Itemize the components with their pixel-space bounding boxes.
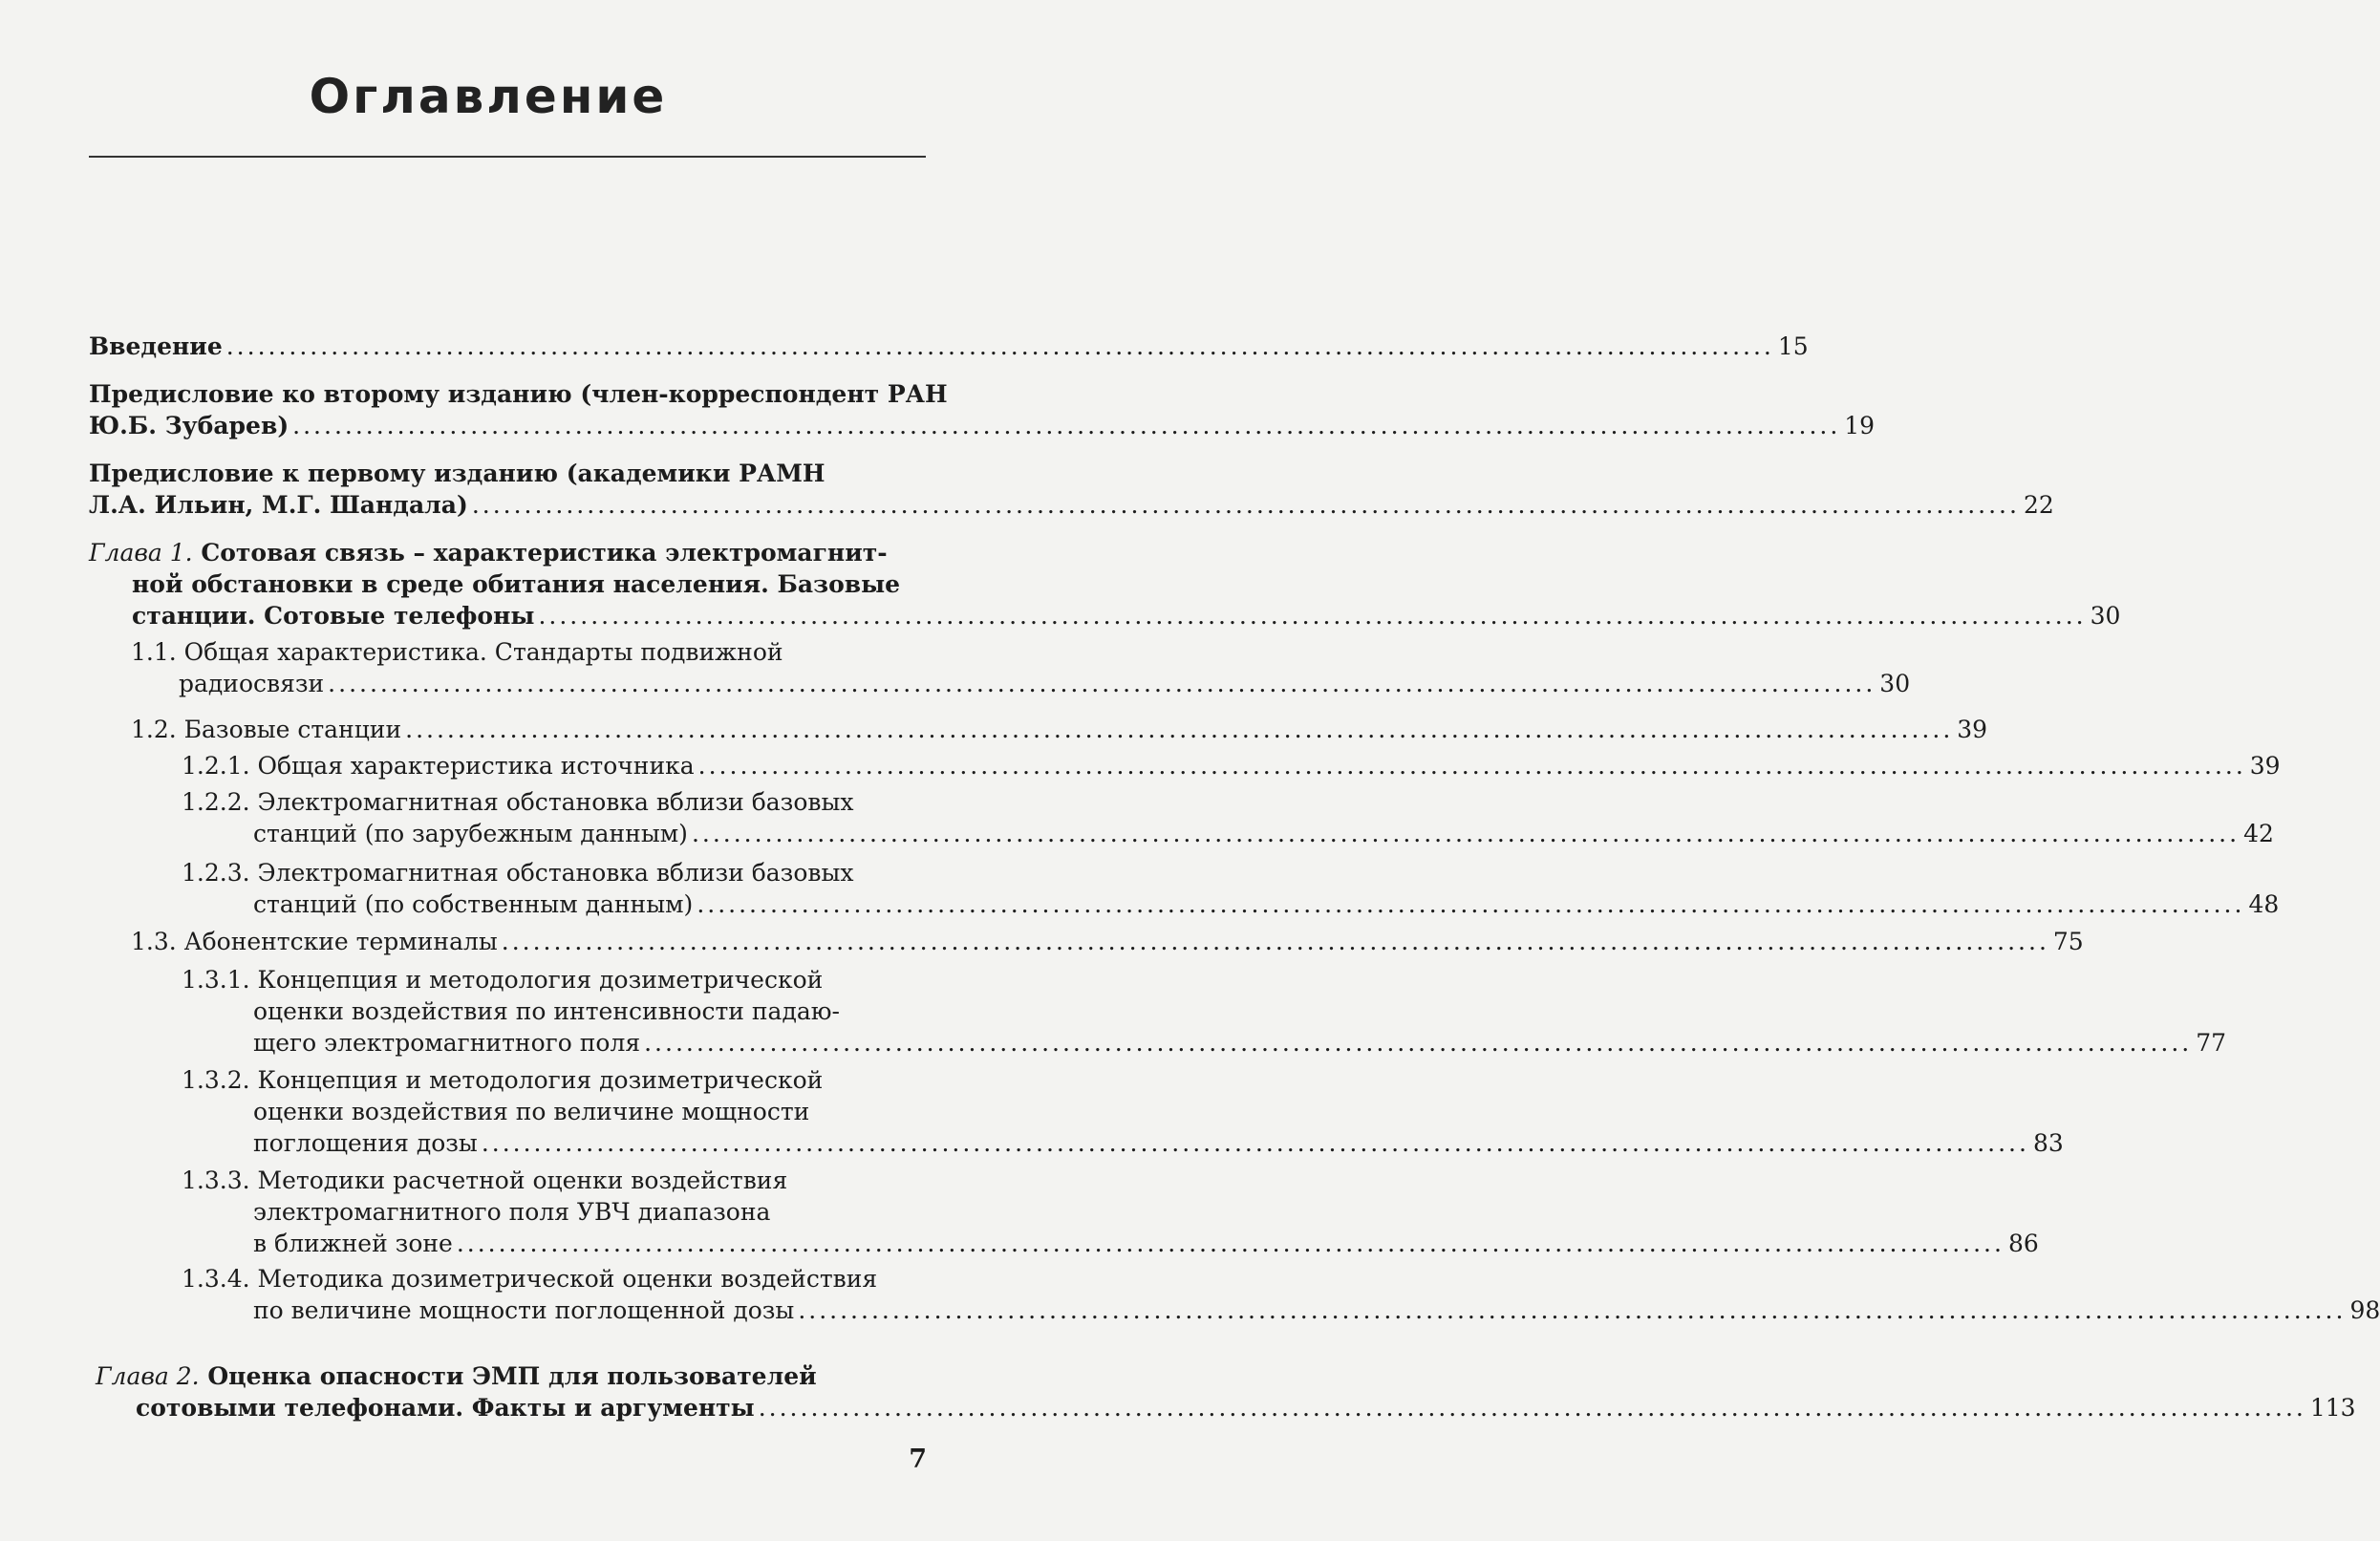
toc-page-number: 39 (2249, 752, 2281, 780)
toc-entry-last-line (131, 926, 2084, 957)
toc-entry-line: Предисловие ко второму изданию (член-корреспондент РАН (89, 380, 948, 408)
toc-page-number: 15 (1777, 332, 1809, 360)
toc-entry-title: станций (по зарубежным данным) (253, 820, 688, 847)
toc-entry-preface-second (89, 378, 1876, 441)
toc-entry-line (89, 537, 934, 568)
toc-entry-section-1-2-3 (182, 857, 2280, 920)
toc-page-number: 77 (2196, 1029, 2227, 1057)
toc-entry-line: ной обстановки в среде обитания населения. Базовые (132, 570, 901, 598)
toc-entry-last-line (182, 818, 2274, 849)
toc-entry-last-line (182, 1027, 2227, 1059)
toc-entry-title: щего электромагнитного поля (253, 1029, 641, 1057)
toc-entry-line: Предисловие к первому изданию (академики РАМН (89, 460, 825, 487)
toc-entry-section-1-3-3 (182, 1165, 2039, 1259)
toc-page-number: 83 (2032, 1129, 2064, 1157)
toc-entry-last-line (182, 1295, 2380, 1326)
toc-entry-title: 1.2.1. Общая характеристика источника (182, 752, 695, 780)
page-title: Оглавление (309, 69, 668, 124)
toc-entry-section-1-3 (131, 926, 2084, 957)
toc-page-number: 75 (2052, 928, 2084, 955)
toc-entry-line: 1.1. Общая характеристика. Стандарты подвижной (131, 638, 783, 666)
toc-entry-section-1-2 (131, 714, 1988, 745)
toc-entry-line: 1.3.4. Методика дозиметрической оценки воздействия (182, 1265, 878, 1293)
toc-page-number: 30 (1879, 670, 1911, 697)
toc-page-number: 98 (2349, 1296, 2380, 1324)
chapter-label: Глава 1. (89, 539, 193, 567)
toc-entry-last-line (89, 410, 1876, 441)
toc-leader-dots: .................................................................................................................................................... (538, 602, 2087, 630)
toc-entry-line: 1.3.2. Концепция и методология дозиметрической (182, 1066, 824, 1094)
toc-entry-line: 1.3.1. Концепция и методология дозиметрической (182, 966, 824, 994)
toc-leader-dots: .................................................................................................................................................... (758, 1394, 2306, 1422)
toc-entry-title: 1.2. Базовые станции (131, 716, 402, 743)
toc-entry-last-line (182, 888, 2280, 920)
toc-leader-dots: .................................................................................................................................................... (481, 1129, 2029, 1157)
toc-entry-line: 1.3.3. Методики расчетной оценки воздействия (182, 1166, 788, 1194)
toc-entry-section-1-3-4 (182, 1263, 2380, 1326)
toc-entry-preface-first (89, 458, 2054, 521)
toc-entry-title: станции. Сотовые телефоны (132, 602, 535, 630)
toc-entry-title: станций (по собственным данным) (253, 890, 694, 918)
toc-entry-last-line (182, 1228, 2039, 1259)
toc-entry-last-line (96, 1392, 2356, 1423)
toc-entry-title: Введение (89, 332, 223, 360)
toc-page-number: 113 (2309, 1394, 2356, 1422)
toc-leader-dots: .................................................................................................................................................... (697, 752, 2246, 780)
toc-page-number: 19 (1844, 412, 1876, 439)
toc-entry-line: 1.2.3. Электромагнитная обстановка вблизи базовых (182, 859, 854, 887)
toc-entry-line (96, 1360, 934, 1392)
toc-entry-line: электромагнитного поля УВЧ диапазона (253, 1198, 771, 1226)
toc-entry-title: по величине мощности поглощенной дозы (253, 1296, 795, 1324)
toc-entry-section-1-3-1 (182, 964, 2227, 1059)
toc-page-number: 22 (2023, 491, 2054, 519)
toc-entry-line: оценки воздействия по интенсивности падаю- (253, 997, 840, 1025)
toc-page-number: 30 (2090, 602, 2121, 630)
toc-entry-title: в ближней зоне (253, 1230, 453, 1257)
toc-entry-last-line (131, 714, 1988, 745)
page-number: 7 (909, 1445, 927, 1474)
toc-entry-last-line (89, 600, 2121, 631)
toc-entry-last-line (182, 1127, 2064, 1159)
toc-leader-dots: .................................................................................................................................................... (798, 1296, 2347, 1324)
toc-entry-title: радиосвязи (179, 670, 325, 697)
toc-leader-dots: .................................................................................................................................................... (225, 332, 1774, 360)
toc-leader-dots: .................................................................................................................................................... (405, 716, 1954, 743)
toc-entry-chapter-2 (96, 1360, 2356, 1423)
toc-entry-title: поглощения дозы (253, 1129, 478, 1157)
toc-leader-dots: .................................................................................................................................................... (328, 670, 1876, 697)
toc-entry-last-line (89, 489, 2054, 521)
toc-entry-last-line (131, 668, 1911, 699)
toc-entry-title: Л.А. Ильин, М.Г. Шандала) (89, 491, 468, 519)
toc-entry-last-line (182, 750, 2281, 781)
toc-page-number: 48 (2248, 890, 2280, 918)
toc-entry-last-line (89, 331, 1809, 362)
toc-leader-dots: .................................................................................................................................................... (456, 1230, 2005, 1257)
toc-leader-dots: .................................................................................................................................................... (292, 412, 1841, 439)
toc-entry-title: Сотовая связь – характеристика электромагнит- (201, 539, 888, 567)
toc-leader-dots: .................................................................................................................................................... (691, 820, 2241, 847)
toc-entry-line: оценки воздействия по величине мощности (253, 1098, 810, 1125)
toc-leader-dots: .................................................................................................................................................... (697, 890, 2245, 918)
toc-entry-title: сотовыми телефонами. Факты и аргументы (136, 1394, 755, 1422)
toc-entry-section-1-2-1 (182, 750, 2281, 781)
toc-entry-section-1-1 (131, 636, 1911, 699)
toc-page-number: 42 (2243, 820, 2274, 847)
toc-entry-section-1-3-2 (182, 1064, 2064, 1159)
toc-leader-dots: .................................................................................................................................................... (471, 491, 2020, 519)
toc-entry-title: 1.3. Абонентские терминалы (131, 928, 498, 955)
toc-page-number: 86 (2007, 1230, 2039, 1257)
toc-entry-title: Оценка опасности ЭМП для пользователей (207, 1362, 817, 1390)
chapter-label: Глава 2. (96, 1362, 200, 1390)
toc-entry-line: 1.2.2. Электромагнитная обстановка вблизи базовых (182, 788, 854, 816)
toc-leader-dots: .................................................................................................................................................... (501, 928, 2049, 955)
toc-page-number: 39 (1957, 716, 1988, 743)
toc-entry-chapter-1 (89, 537, 2121, 631)
toc-entry-title: Ю.Б. Зубарев) (89, 412, 289, 439)
toc-entry-section-1-2-2 (182, 786, 2274, 849)
toc-entry-introduction (89, 331, 1809, 362)
toc-leader-dots: .................................................................................................................................................... (644, 1029, 2193, 1057)
